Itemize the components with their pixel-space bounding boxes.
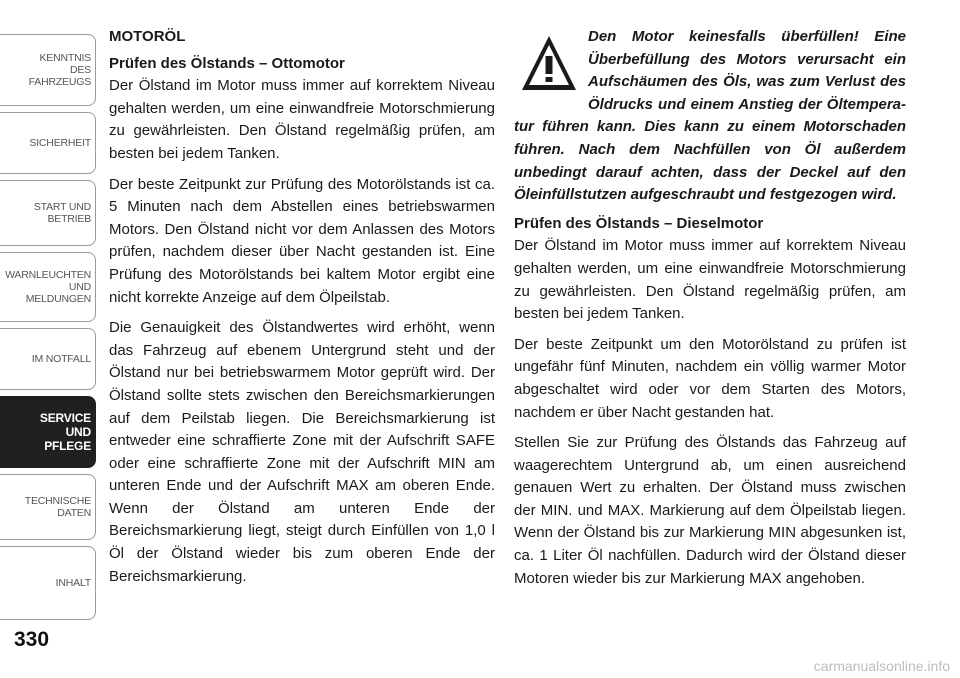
watermark: carmanualsonline.info [813,658,950,674]
tab-service-und-pflege[interactable] [0,396,96,468]
warning-box [514,26,906,207]
paragraph: Der beste Zeitpunkt zur Prüfung des Motorölstands ist ca. 5 Minuten nach dem Abstellen eines betriebswarmen Motors. Den Ölstand nicht vor dem Anlassen des Motors prüfen, nachdem dieser über Nacht gestanden ist. Eine Prüfung des Motorölstands bei kaltem Motor ergibt eine nicht korrekte Anzeige auf dem Ölpeilstab. [109,175,495,306]
tab-label: INHALT [55,577,91,589]
subheading-diesel: Prüfen des Ölstands – Dieselmotor [514,214,764,232]
warning-triangle-icon [518,32,580,98]
tab-label: SERVICE UND PFLEGE [39,411,91,453]
subheading-otto: Prüfen des Ölstands – Ottomotor [109,54,345,72]
paragraph: Stellen Sie zur Prüfung des Ölstands das Fahrzeug auf waagerechtem Untergrund ab, um einen ausreichend genauen Wert zu erhalten. Der Ölstand muss zwischen der MIN. und MAX. Markierung auf dem Ölpeilstab liegen. Wenn der Ölstand bis zur Markierung MIN abgesunken ist, ca. 1 Liter Öl nachfüllen. Dadurch wird der Ölstand dieser Motoren wieder bis zur Markierung MAX angehoben. [514,434,906,587]
tab-inhalt[interactable] [0,546,96,620]
tab-label: WARNLEUCHTEN UND MELDUNGEN [5,269,91,305]
tab-label: KENNTNIS DES FAHRZEUGS [28,52,91,88]
tab-im-notfall[interactable] [0,328,96,390]
paragraph: Der beste Zeitpunkt um den Motorölstand zu prüfen ist ungefähr fünf Minuten, nachdem ein völlig warmer Motor abgeschaltet wird oder vor dem Starten des Motors, nachdem er über Nacht gestanden hat. [514,335,906,421]
paragraph: Der Ölstand im Motor muss immer auf korrektem Niveau gehalten werden, um eine einwandfreie Motorschmierung zu gewährleisten. Den Ölstand regelmäßig prüfen, am besten bei jedem Tanken. [109,77,495,162]
left-column [109,26,495,596]
tab-start-und-betrieb[interactable] [0,180,96,246]
warning-text: Den Motor keinesfalls überfüllen! Eine Überbefüllung des Motors verursacht ein Aufschäumen des Öls, was zum Verlust des Öldrucks und einem Anstieg der Öltemperatur führen kann. Dies kann zu einem Motorschaden führen. Nach dem Nachfüllen von Öl außerdem unbedingt darauf achten, dass der Deckel auf den Öleinfüllstutzen aufgeschraubt und festgezogen wird. [514,28,906,204]
tab-label: START UND BETRIEB [33,201,91,225]
tab-sicherheit[interactable] [0,112,96,174]
section-title: MOTORÖL [109,28,186,45]
page-number: 330 [14,628,50,651]
tab-technische-daten[interactable] [0,474,96,540]
tab-warnleuchten-und-meldungen[interactable] [0,252,96,322]
paragraph: Die Genauigkeit des Ölstandwertes wird erhöht, wenn das Fahrzeug auf ebenem Untergrund steht und der Ölstand nur bei betriebswarmem Motor geprüft wird. Der Ölstand sollte stets zwischen den Bereichsmarkierungen auf dem Peilstab liegen. Die Bereichsmarkierung ist entweder eine schraffierte Zone mit der Aufschrift SAFE oder eine schraffierte Zone mit der Aufschrift MIN am unteren Ende und der Aufschrift MAX am oberen Ende. Wenn der Ölstand am unteren Ende der Bereichsmarkierung liegt, steigt durch Einfüllen von 1,0 l Öl der Ölstand wieder bis zum oberen Ende der Bereichsmarkierung. [109,319,495,585]
paragraph: Der Ölstand im Motor muss immer auf korrektem Niveau gehalten werden, um eine einwandfreie Motorschmierung zu gewährleisten. Den Ölstand regelmäßig prüfen, am besten bei jedem Tanken. [514,237,906,323]
tab-label: SICHERHEIT [29,137,91,149]
right-column [514,26,906,598]
tab-label: TECHNISCHE DATEN [24,495,91,519]
tab-kenntnis-des-fahrzeugs[interactable] [0,34,96,106]
tab-label: IM NOTFALL [31,353,91,365]
